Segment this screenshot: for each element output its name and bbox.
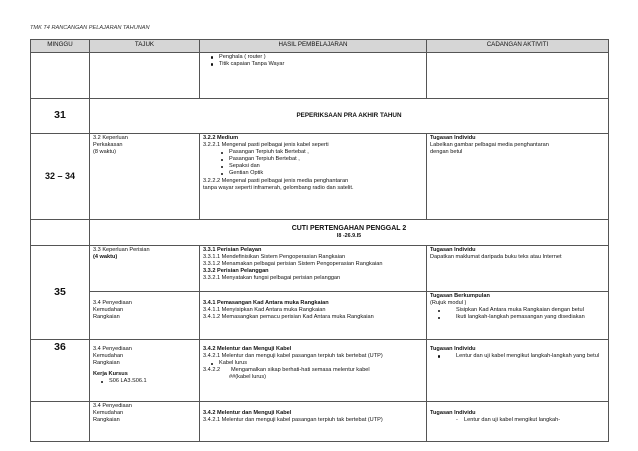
topic-cell — [90, 292, 200, 340]
outcome-cell — [200, 340, 427, 402]
week-cell: 31 — [31, 99, 90, 134]
list-item: S06 LA3.S06.1 — [93, 378, 196, 385]
header-aktiviti: CADANGAN AKTIVITI — [427, 40, 609, 53]
topic-line: (8 waktu) — [93, 149, 117, 156]
topic-line: 3.3 Keperluan Perisian — [93, 247, 150, 253]
document-header: TMK T4 RANCANGAN PELAJARAN TAHUNAN — [30, 25, 150, 31]
week-cell: 32 – 34 — [31, 134, 90, 220]
topic-line: (4 waktu) — [93, 254, 118, 261]
table-row — [31, 292, 609, 340]
outcome-cell — [200, 53, 427, 99]
list-item: Sisipkan Kad Antara muka Rangkaian dengan betul — [430, 307, 605, 314]
week-cell — [31, 220, 90, 246]
topic-cell — [90, 246, 200, 292]
coursework-label: Kerja Kursus — [93, 371, 128, 378]
table-row — [31, 53, 609, 99]
list-item: Sepaksi dan — [203, 163, 423, 170]
activity-heading: Tugasan Individu — [430, 346, 476, 352]
list-item: Kabel lurus — [203, 360, 423, 367]
outcome-cell — [200, 134, 427, 220]
topic-line: Rangkaian — [93, 417, 120, 424]
topic-line: 3.4 Penyediaan — [93, 300, 132, 306]
outcome-heading: 3.3.2 Perisian Pelanggan — [203, 268, 269, 275]
list-item: Ikuti langkah-langkah pemasangan yang disediakan — [430, 314, 605, 321]
week-cell — [31, 53, 90, 99]
table-row — [31, 99, 609, 134]
outcome-line: 3.2.2.1 Mengenal pasti pelbagai jenis kabel seperti — [203, 142, 329, 149]
header-tajuk: TAJUK — [90, 40, 200, 53]
activity-cell — [427, 402, 609, 442]
table-row — [31, 134, 609, 220]
outcome-heading: 3.4.2 Melentur dan Menguji Kabel — [203, 346, 292, 352]
topic-cell — [90, 402, 200, 442]
activity-heading: Tugasan Individu — [430, 247, 476, 253]
activity-heading: Tugasan Individu — [430, 410, 476, 416]
activity-cell — [427, 134, 609, 220]
header-hasil: HASIL PEMBELAJARAN — [200, 40, 427, 53]
topic-line: Kemudahan — [93, 410, 124, 417]
topic-line: Rangkaian — [93, 314, 120, 321]
outcome-heading: 3.3.1 Perisian Pelayan — [203, 247, 262, 253]
activity-cell — [427, 246, 609, 292]
outcome-heading: 3.4.2 Melentur dan Menguji Kabel — [203, 410, 292, 416]
outcome-line: 3.3.1.1 Mendefinisikan Sistem Pengoperasian Rangkaian — [203, 254, 346, 261]
list-item: Gentian Optik — [203, 170, 423, 177]
lesson-plan-table — [30, 39, 609, 442]
activity-cell — [427, 53, 609, 99]
holiday-title: CUTI PERTENGAHAN PENGGAL 2 — [291, 225, 407, 233]
topic-line: Perkakasan — [93, 142, 123, 149]
outcome-line: ##(kabel lurus) — [229, 374, 266, 381]
list-item: - Lentur dan uji kabel mengikut langkah- — [430, 417, 605, 424]
outcome-line: 3.3.2.1 Menyatakan fungsi pelbagai perisian pelanggan — [203, 275, 341, 282]
activity-line: dengan betul — [430, 149, 463, 156]
holiday-cell — [90, 220, 609, 246]
topic-line: Kemudahan — [93, 307, 124, 314]
outcome-cell — [200, 292, 427, 340]
outcome-cell — [200, 402, 427, 442]
table-row — [31, 340, 609, 402]
list-item: Pasangan Terpiuh Bertebat , — [203, 156, 423, 163]
week-cell: 35 — [31, 246, 90, 340]
topic-line: Rangkaian — [93, 360, 120, 367]
activity-cell — [427, 292, 609, 340]
outcome-line: 3.2.2.2 Mengenal pasti pelbagai jenis media penghantaran — [203, 177, 349, 184]
activity-heading: Tugasan Individu — [430, 135, 476, 141]
list-item: Lentur dan uji kabel mengikut langkah-langkah yang betul — [430, 353, 605, 360]
table-row — [31, 246, 609, 292]
topic-line: 3.4 Penyediaan — [93, 346, 132, 352]
activity-line: (Rujuk modul ) — [430, 300, 467, 307]
outcome-cell — [200, 246, 427, 292]
table-row — [31, 220, 609, 246]
header-minggu: MINGGU — [31, 40, 90, 53]
outcome-line: 3.3.1.2 Menamakan pelbagai perisian Sistem Pengoperasian Rangkaian — [203, 261, 383, 268]
week-cell — [31, 402, 90, 442]
topic-line: 3.2 Keperluan — [93, 135, 128, 141]
activity-heading: Tugasan Berkumpulan — [430, 293, 490, 299]
outcome-line: 3.4.2.1 Melentur dan menguji kabel pasangan terpiuh tak bertebat (UTP) — [203, 417, 383, 424]
topic-line: Kemudahan — [93, 353, 124, 360]
activity-cell — [427, 340, 609, 402]
list-item: Titik capaian Tanpa Wayar — [203, 61, 423, 68]
outcome-line: 3.4.1.2 Memasangkan pemacu perisian Kad Antara muka Rangkaian — [203, 314, 374, 321]
outcome-line: tanpa wayar seperti inframerah, gelombang radio dan satelit. — [203, 184, 354, 191]
outcome-line: 3.4.1.1 Menyisipkan Kad Antara muka Rangkaian — [203, 307, 326, 314]
outcome-line: 3.4.2.2 Mengamalkan sikap berhati-hati semasa melentur kabel — [203, 367, 370, 374]
week-cell: 36 — [31, 340, 90, 402]
list-item: Pasangan Terpiuh tak Bertebat , — [203, 149, 423, 156]
table-row — [31, 402, 609, 442]
topic-cell — [90, 340, 200, 402]
topic-cell — [90, 53, 200, 99]
activity-line: Dapatkan maklumat daripada buku teks atau Internet — [430, 254, 562, 261]
outcome-heading: 3.2.2 Medium — [203, 135, 239, 141]
exam-title: PEPERIKSAAN PRA AKHIR TAHUN — [90, 99, 609, 134]
topic-cell — [90, 134, 200, 220]
list-item: Penghala ( router ) — [203, 54, 423, 61]
outcome-line: 3.4.2.1 Melentur dan menguji kabel pasangan terpiuh tak bertebat (UTP) — [203, 353, 383, 360]
topic-line: 3.4 Penyediaan — [93, 403, 132, 409]
table-header-row — [31, 40, 609, 53]
holiday-dates: I8 -26.9.I5 — [336, 232, 362, 239]
outcome-heading: 3.4.1 Pemasangan Kad Antara muka Rangkaian — [203, 300, 329, 306]
activity-line: Labelkan gambar pelbagai media penghantaran — [430, 142, 549, 149]
